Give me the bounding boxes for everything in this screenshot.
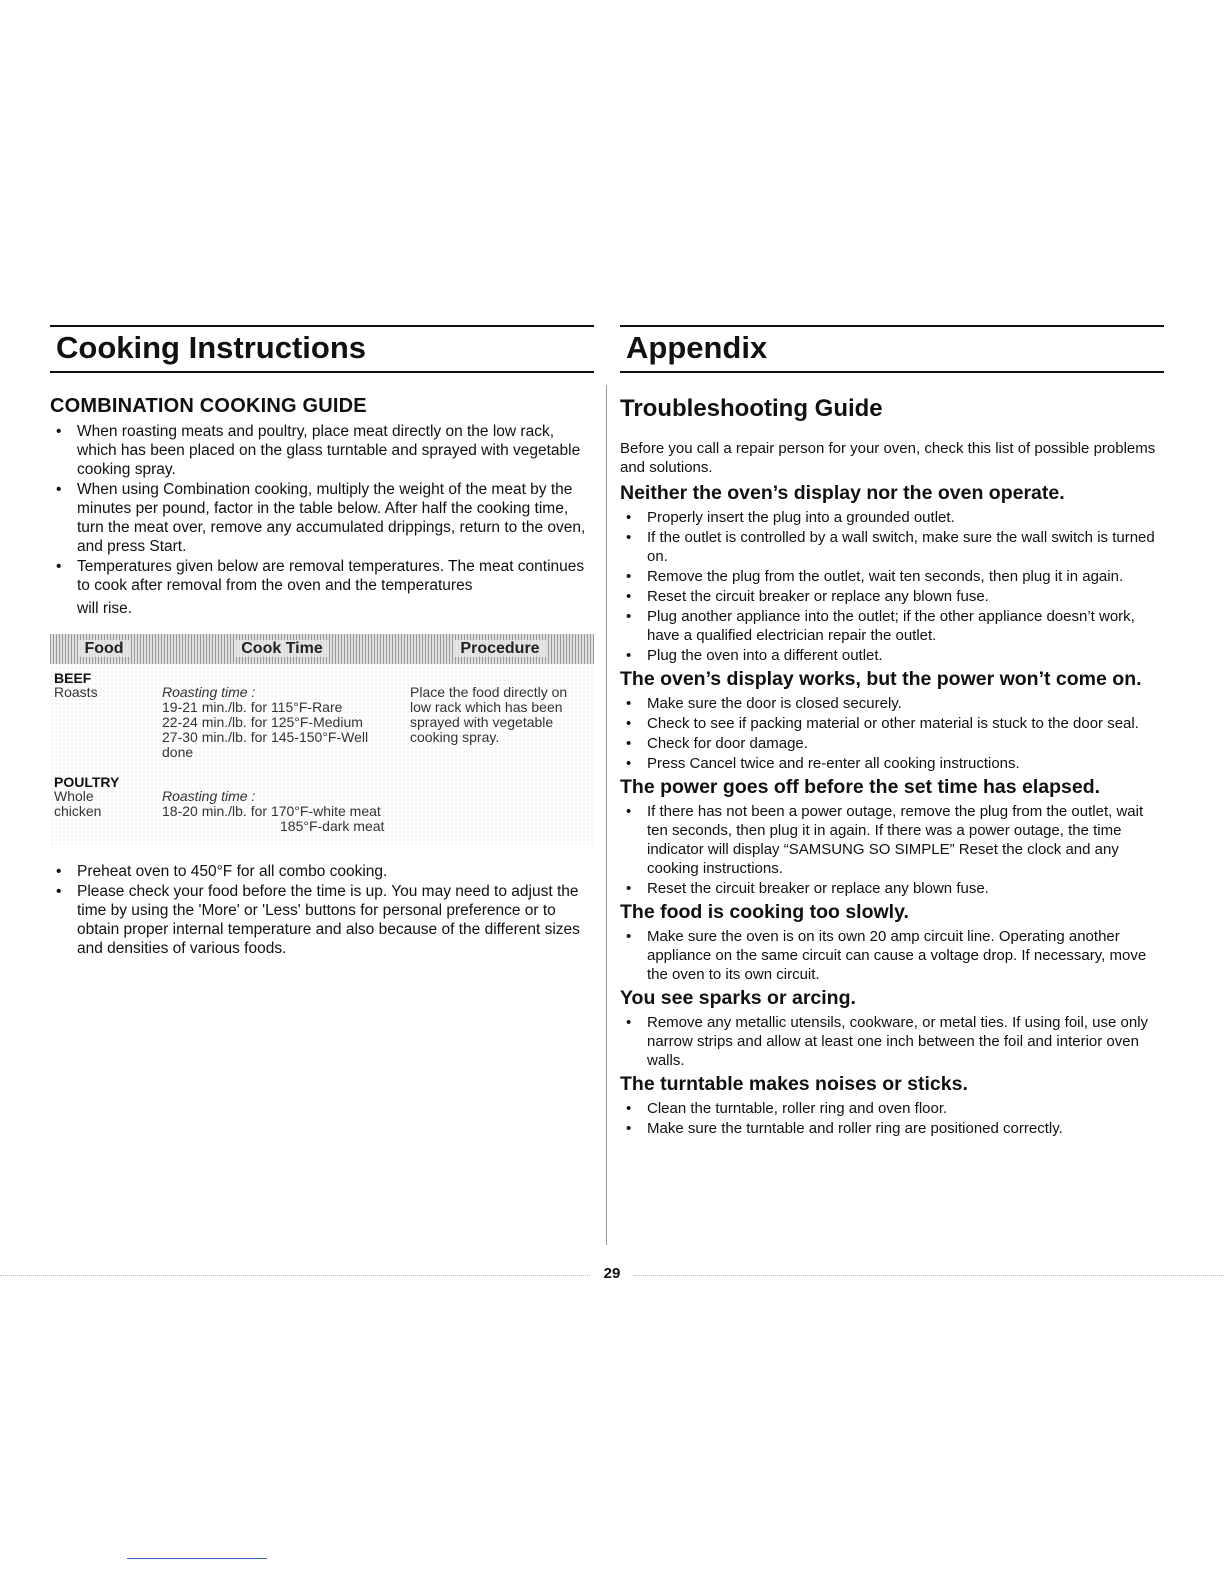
solution-list <box>620 1099 1164 1138</box>
problem-heading: Neither the oven’s display nor the oven operate. <box>620 482 1065 504</box>
bullet-icon: • <box>626 1120 632 1137</box>
combination-guide <box>50 395 594 959</box>
list-item: • Reset the circuit breaker or replace any blown fuse. <box>626 880 989 897</box>
poultry-food: Whole chicken <box>54 788 102 819</box>
page-title-cooking-instructions: Cooking Instructions <box>50 325 594 373</box>
problem-heading: The power goes off before the set time has elapsed. <box>620 776 1101 798</box>
bullet-icon: • <box>56 863 62 880</box>
list-item: • Check for door damage. <box>626 735 808 752</box>
bullet-icon: • <box>626 735 632 752</box>
solution-list <box>620 1013 1164 1070</box>
list-item: • Properly insert the plug into a grounded outlet. <box>626 509 955 526</box>
bullet-icon: • <box>626 588 632 605</box>
page-title-appendix: Appendix <box>620 325 1164 373</box>
solution-list <box>620 802 1164 898</box>
bullet-icon: • <box>626 608 632 625</box>
bullet-icon: • <box>626 529 632 546</box>
page-footer <box>0 1263 1224 1287</box>
list-item: • Make sure the door is closed securely. <box>626 695 902 712</box>
bullet-continuation: will rise. <box>77 600 133 617</box>
bullet-icon: • <box>626 880 632 897</box>
table-header <box>50 634 594 664</box>
list-item: • Plug another appliance into the outlet; if the other appliance doesn’t work, have a qualified electrician repair the outlet. <box>626 608 1135 644</box>
page-number: 29 <box>603 1265 621 1282</box>
bullet-icon: • <box>56 558 62 575</box>
list-item: • If the outlet is controlled by a wall switch, make sure the wall switch is turned on. <box>626 529 1155 565</box>
list-item: • If there has not been a power outage, remove the plug from the outlet, wait ten seconds, then plug it in again. If there was a power outage, the time indicator will display “SAMSUNG SO SIMPLE” Reset the clock and any cooking instructions. <box>626 803 1144 877</box>
bullet-icon: • <box>56 883 62 900</box>
bullet-icon: • <box>626 715 632 732</box>
bullet-icon: • <box>56 423 62 440</box>
list-item: • Temperatures given below are removal temperatures. The meat continues to cook after removal from the oven and the temperatures will rise. <box>50 557 594 618</box>
combination-guide-heading: COMBINATION COOKING GUIDE <box>50 395 367 417</box>
right-column <box>620 325 1164 1137</box>
solution-list <box>620 694 1164 773</box>
header-procedure: Procedure <box>406 634 594 664</box>
bullet-icon: • <box>626 928 632 945</box>
list-item: • Clean the turntable, roller ring and oven floor. <box>626 1100 948 1117</box>
problem-heading: The food is cooking too slowly. <box>620 901 909 923</box>
list-item: • Make sure the turntable and roller ring are positioned correctly. <box>626 1120 1063 1137</box>
troubleshooting-heading: Troubleshooting Guide <box>620 395 883 422</box>
left-column <box>50 325 594 957</box>
footer-link-underline <box>127 1558 267 1559</box>
list-item: • Make sure the oven is on its own 20 amp circuit line. Operating another appliance on the same circuit can cause a voltage drop. If necessary, move the oven to its own circuit. <box>626 928 1147 983</box>
list-item: • Please check your food before the time is up. You may need to adjust the time by using the 'More' or 'Less' buttons for personal preference or to obtain proper internal temperature and also because of the different sizes and densities of various foods. <box>56 883 580 957</box>
bullet-icon: • <box>626 755 632 772</box>
problem-heading: You see sparks or arcing. <box>620 987 856 1009</box>
bullet-icon: • <box>626 1014 632 1031</box>
column-divider <box>606 385 607 1245</box>
header-food: Food <box>50 634 158 664</box>
solution-list <box>620 927 1164 984</box>
category-beef: BEEF <box>54 670 92 686</box>
bullet-icon: • <box>56 481 62 498</box>
problem-heading: The oven’s display works, but the power won’t come on. <box>620 668 1142 690</box>
header-cook-time: Cook Time <box>162 634 402 664</box>
beef-food: Roasts <box>54 684 98 700</box>
list-item: • When using Combination cooking, multiply the weight of the meat by the minutes per pound, factor in the table below. After half the cooking time, turn the meat over, remove any accumulated drippings, return to the oven, and press Start. <box>56 481 586 555</box>
beef-cook-time: Roasting time : 19-21 min./lb. for 115°F-Rare 22-24 min./lb. for 125°F-Medium 27-30 min./lb. for 145-150°F-Well done <box>162 684 369 760</box>
list-item: • Plug the oven into a different outlet. <box>626 647 883 664</box>
list-item: • Remove the plug from the outlet, wait ten seconds, then plug it in again. <box>626 568 1124 585</box>
bullet-icon: • <box>626 647 632 664</box>
solution-list <box>620 508 1164 665</box>
troubleshooting-guide <box>620 395 1164 1139</box>
bullet-icon: • <box>626 509 632 526</box>
bullet-icon: • <box>626 1100 632 1117</box>
troubleshooting-intro: Before you call a repair person for your oven, check this list of possible problems and solutions. <box>620 440 1156 476</box>
list-item: • Check to see if packing material or other material is stuck to the door seal. <box>626 715 1139 732</box>
list-item: • Reset the circuit breaker or replace any blown fuse. <box>626 588 989 605</box>
list-item: • Press Cancel twice and re-enter all cooking instructions. <box>626 755 1020 772</box>
list-item: • Preheat oven to 450°F for all combo cooking. <box>56 863 388 880</box>
footer-rule-right <box>634 1275 1224 1276</box>
list-item: • Remove any metallic utensils, cookware, or metal ties. If using foil, use only narrow strips and allow at least one inch between the foil and interior oven walls. <box>626 1014 1149 1069</box>
footer-rule-left <box>0 1275 590 1276</box>
problem-heading: The turntable makes noises or sticks. <box>620 1073 968 1095</box>
poultry-cook-time: Roasting time : 18-20 min./lb. for 170°F-white meat 185°F-dark meat <box>162 788 385 834</box>
bullet-icon: • <box>626 695 632 712</box>
beef-procedure: Place the food directly on low rack which has been sprayed with vegetable cooking spray. <box>410 684 568 745</box>
roasting-table <box>50 634 594 846</box>
category-poultry: POULTRY <box>54 774 120 790</box>
bullet-icon: • <box>626 568 632 585</box>
bullet-icon: • <box>626 803 632 820</box>
combination-notes-list <box>50 862 594 958</box>
combination-guide-list <box>50 422 594 618</box>
list-item: • When roasting meats and poultry, place meat directly on the low rack, which has been placed on the glass turntable and sprayed with vegetable cooking spray. <box>56 423 581 478</box>
